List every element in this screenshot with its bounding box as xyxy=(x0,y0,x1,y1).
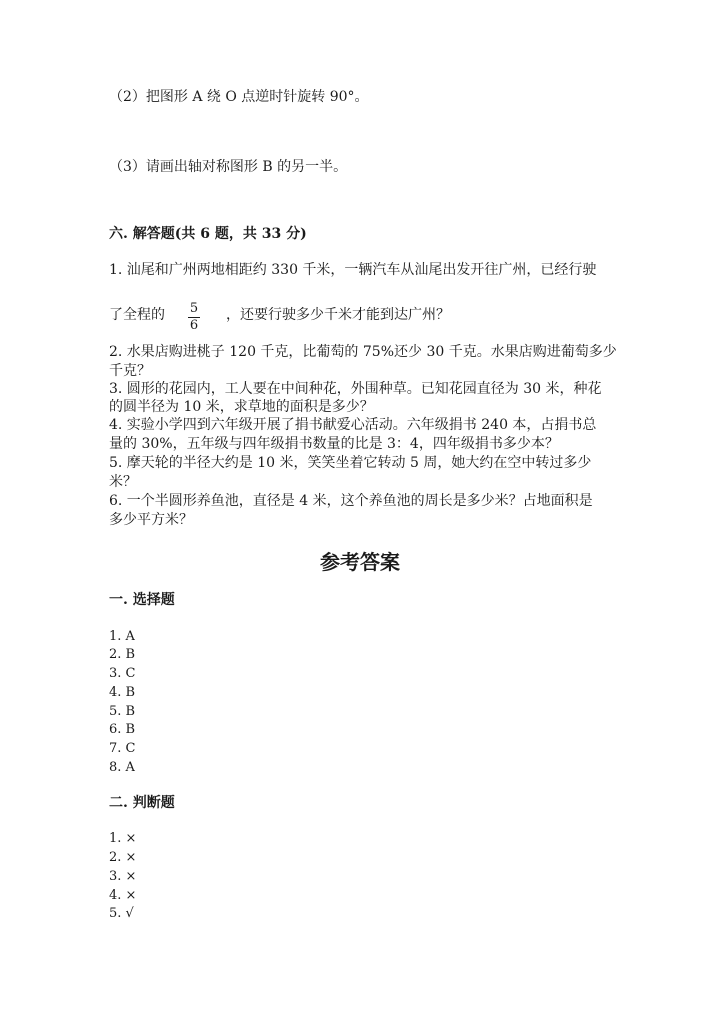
answers-title: 参考答案 xyxy=(320,550,400,574)
question-2-line-2: 千克？ xyxy=(109,363,151,379)
fraction-denominator: 6 xyxy=(189,318,199,333)
question-4-line-2: 量的 30%，五年级与四年级捐书数量的比是 3：4，四年级捐书多少本？ xyxy=(109,436,559,452)
question-1-suffix: ，还要行驶多少千米才能到达广州？ xyxy=(226,307,450,323)
question-1-prefix: 了全程的 xyxy=(109,307,165,323)
answer-judgement-item: 1. × xyxy=(109,831,137,846)
answer-choice-item: 2. B xyxy=(109,647,136,662)
answer-judgement-item: 3. × xyxy=(109,869,137,884)
question-1-line-1: 1. 汕尾和广州两地相距约 330 千米，一辆汽车从汕尾出发开往广州，已经行驶 xyxy=(109,262,597,278)
answer-choice-item: 1. A xyxy=(109,629,135,644)
question-3-line-1: 3. 圆形的花园内，工人要在中间种花，外围种草。已知花园直径为 30 米，种花 xyxy=(109,381,602,397)
question-3-line-2: 的圆半径为 10 米，求草地的面积是多少？ xyxy=(109,399,374,415)
section-6-heading: 六. 解答题(共 6 题，共 33 分) xyxy=(109,226,307,242)
answer-judgement-item: 2. × xyxy=(109,850,137,865)
answer-choice-item: 8. A xyxy=(109,760,135,775)
question-5-line-1: 5. 摩天轮的半径大约是 10 米，笑笑坐着它转动 5 周，她大约在空中转过多少 xyxy=(109,455,592,471)
answer-judgement-item: 5. √ xyxy=(109,906,134,921)
answer-choice-item: 7. C xyxy=(109,741,136,756)
fraction-numerator: 5 xyxy=(189,301,199,316)
answer-choice-item: 3. C xyxy=(109,666,136,681)
question-2-line-1: 2. 水果店购进桃子 120 千克，比葡萄的 75%还少 30 千克。水果店购进葡萄多少 xyxy=(109,344,617,360)
answer-choice-item: 6. B xyxy=(109,722,136,737)
question-6-line-1: 6. 一个半圆形养鱼池，直径是 4 米，这个养鱼池的周长是多少米？占地面积是 xyxy=(109,493,593,509)
task-2-text: （2）把图形 A 绕 O 点逆时针旋转 90°。 xyxy=(109,89,369,105)
answers-section-2-heading: 二. 判断题 xyxy=(109,795,175,811)
task-3-text: （3）请画出轴对称图形 B 的另一半。 xyxy=(109,159,348,175)
answer-choice-item: 4. B xyxy=(109,685,136,700)
answers-section-1-heading: 一. 选择题 xyxy=(109,592,175,608)
question-4-line-1: 4. 实验小学四到六年级开展了捐书献爱心活动。六年级捐书 240 本，占捐书总 xyxy=(109,417,597,433)
question-5-line-2: 米？ xyxy=(109,474,137,490)
fraction-five-sixths xyxy=(186,302,202,333)
answer-choice-item: 5. B xyxy=(109,704,136,719)
answer-judgement-item: 4. × xyxy=(109,888,137,903)
question-6-line-2: 多少平方米？ xyxy=(109,512,193,528)
